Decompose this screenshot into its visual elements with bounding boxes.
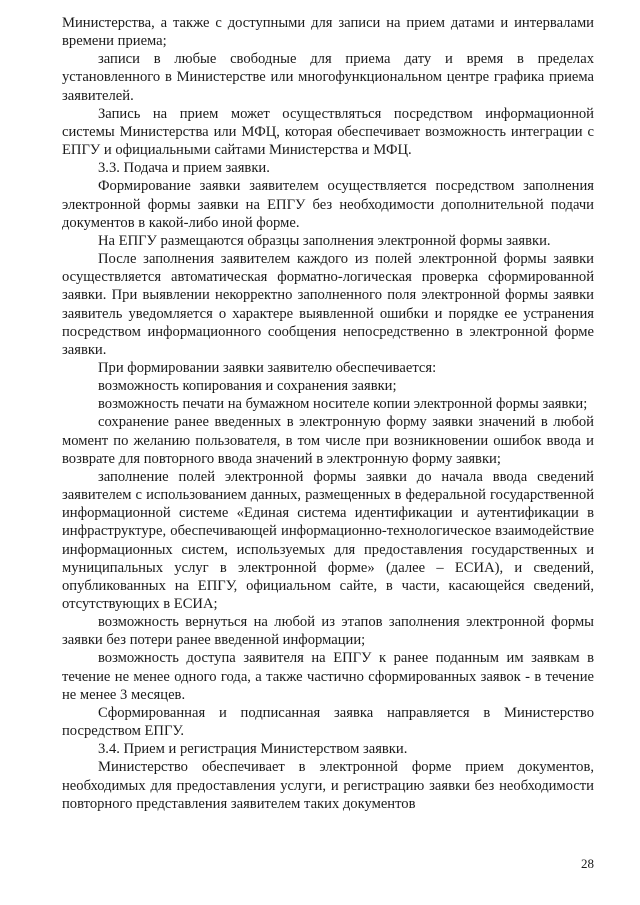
list-item: возможность вернуться на любой из этапов заполнения электронной формы заявки без потери ранее введенной информации; bbox=[62, 614, 594, 649]
paragraph: Формирование заявки заявителем осуществляется посредством заполнения электронной формы заявки на ЕПГУ без необходимости дополнительной подачи документов в какой-либо иной форме. bbox=[62, 178, 594, 231]
section-heading: 3.3. Подача и прием заявки. bbox=[98, 160, 270, 177]
paragraph: Министерства, а также с доступными для записи на прием датами и интервалами времени приема; bbox=[62, 15, 594, 50]
paragraph: Запись на прием может осуществляться посредством информационной системы Министерства или МФЦ, которая обеспечивает возможность интеграции с ЕПГУ и официальными сайтами Министерства и МФЦ. bbox=[62, 105, 594, 159]
body-text bbox=[62, 14, 594, 813]
paragraph: На ЕПГУ размещаются образцы заполнения электронной формы заявки. bbox=[98, 232, 551, 249]
list-item: заполнение полей электронной формы заявки до начала ввода сведений заявителем с использованием данных, размещенных в федеральной государственной информационной системе «Единая система идентификации и аутентификации в инфраструктуре, обеспечивающей информационно-технологическое взаимодействие информационных систем, используемых для предоставления государственных и муниципальных услуг в электронной форме» (далее – ЕСИА), и сведений, опубликованных на ЕПГУ, официальном сайте, в части, касающейся сведений, отсутствующих в ЕСИА; bbox=[62, 468, 594, 612]
paragraph: После заполнения заявителем каждого из полей электронной формы заявки осуществляется автоматическая форматно-логическая проверка сформированной заявки. При выявлении некорректно заполненного поля электронной формы заявки заявитель уведомляется о характере выявленной ошибки и порядке ее устранения посредством информационного сообщения непосредственно в электронной форме заявки. bbox=[62, 251, 594, 358]
paragraph: Сформированная и подписанная заявка направляется в Министерство посредством ЕПГУ. bbox=[62, 704, 594, 740]
paragraph: При формировании заявки заявителю обеспечивается: bbox=[98, 359, 437, 376]
list-item: возможность печати на бумажном носителе копии электронной формы заявки; bbox=[98, 396, 588, 413]
paragraph: записи в любые свободные для приема дату и время в пределах установленного в Министерстве или многофункциональном центре графика приема заявителей. bbox=[62, 51, 594, 104]
page-number: 28 bbox=[581, 856, 594, 871]
list-item: сохранение ранее введенных в электронную форму заявки значений в любой момент по желанию пользователя, в том числе при возникновении ошибок ввода и возврате для повторного ввода значений в электронную форму заявки; bbox=[62, 414, 594, 467]
paragraph: Министерство обеспечивает в электронной форме прием документов, необходимых для предоставления услуги, и регистрацию заявки без необходимости повторного представления заявителем таких документов bbox=[62, 759, 594, 812]
list-item: возможность доступа заявителя на ЕПГУ к ранее поданным им заявкам в течение не менее одного года, а также частично сформированных заявок - в течение не менее 3 месяцев. bbox=[62, 650, 594, 703]
section-heading: 3.4. Прием и регистрация Министерством заявки. bbox=[98, 741, 408, 758]
list-item: возможность копирования и сохранения заявки; bbox=[98, 378, 397, 395]
